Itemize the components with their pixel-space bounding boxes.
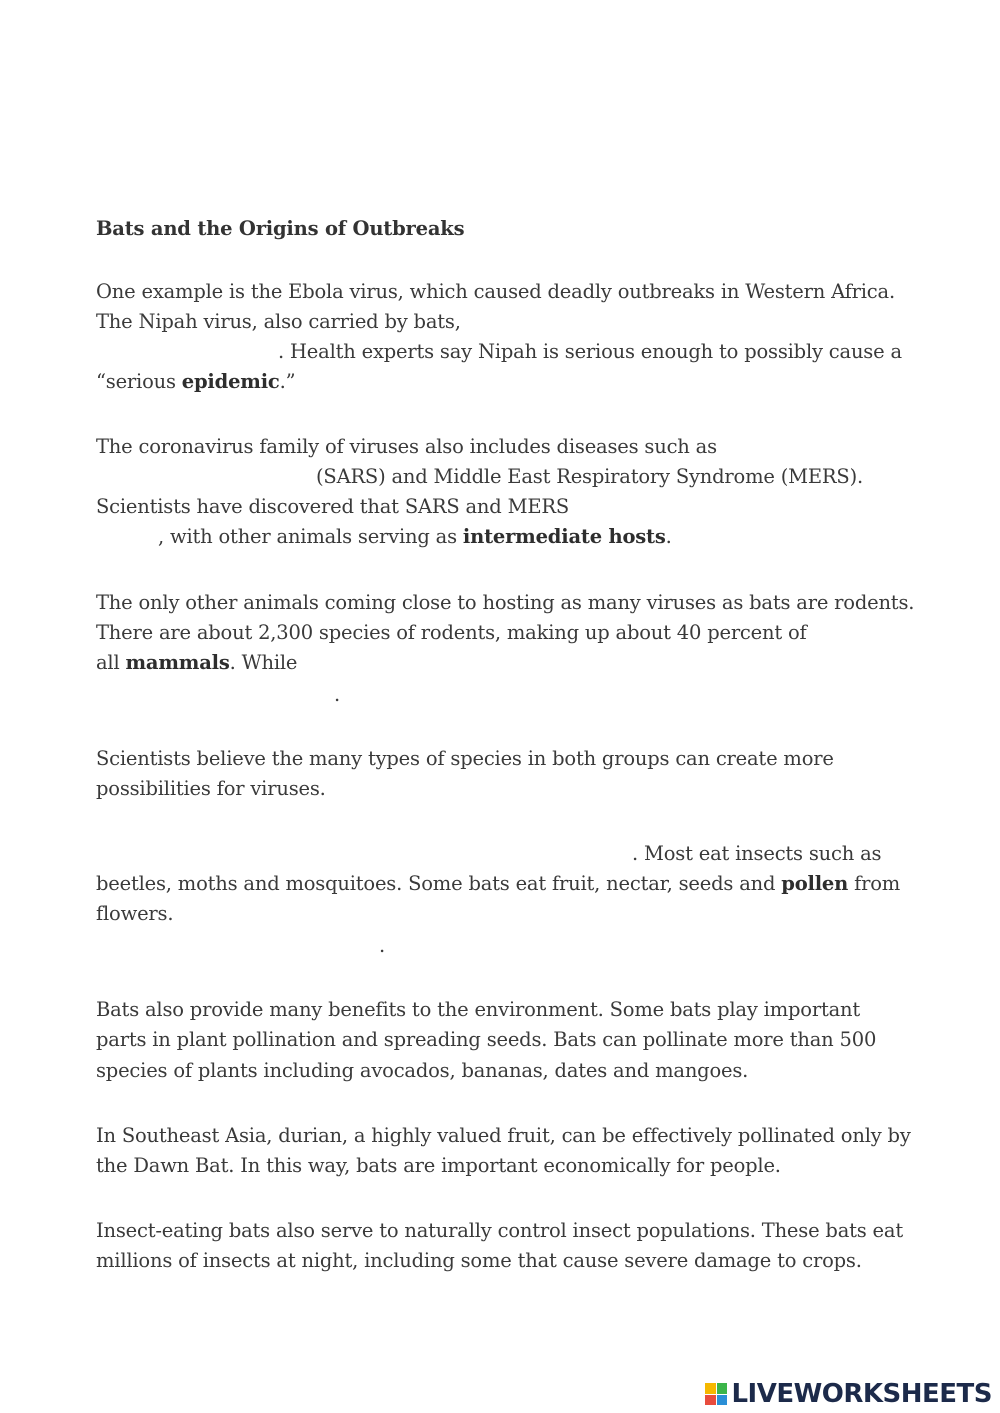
document-title: Bats and the Origins of Outbreaks (96, 217, 465, 240)
logo-square-icon (717, 1395, 728, 1406)
p5-line4 (96, 931, 385, 961)
logo-text: LIVEWORKSHEETS (731, 1379, 992, 1409)
liveworksheets-logo-icon (705, 1383, 727, 1405)
p5-line2-pre: beetles, moths and mosquitoes. Some bats eat fruit, nectar, seeds and (96, 872, 782, 895)
p3-line3 (96, 648, 297, 678)
p4-line1: Scientists believe the many types of species in both groups can create more (96, 747, 834, 770)
p5-line4-text: . (379, 934, 385, 957)
liveworksheets-logo (705, 1381, 992, 1407)
p1-line4-post: .” (279, 370, 296, 393)
p5-line2 (96, 869, 900, 899)
p3-line2: There are about 2,300 species of rodents, making up about 40 percent of (96, 621, 807, 644)
p1-line4 (96, 367, 295, 397)
p4-line2: possibilities for viruses. (96, 777, 326, 800)
p3-line4-text: . (334, 683, 340, 706)
keyword-intermediate-hosts: intermediate hosts (462, 525, 666, 548)
p6-line3: species of plants including avocados, bananas, dates and mangoes. (96, 1059, 749, 1082)
p1-line3 (96, 337, 902, 367)
keyword-epidemic: epidemic (181, 370, 280, 393)
p3-line1: The only other animals coming close to hosting as many viruses as bats are rodents. (96, 591, 915, 614)
p5-line1 (96, 839, 881, 869)
p6-line2: parts in plant pollination and spreading seeds. Bats can pollinate more than 500 (96, 1028, 877, 1051)
p5-line2-post: from (848, 872, 901, 895)
p2-line4-post: . (665, 525, 672, 548)
logo-square-icon (717, 1383, 728, 1394)
p1-line3-text: . Health experts say Nipah is serious enough to possibly cause a (278, 340, 902, 363)
keyword-pollen: pollen (781, 872, 849, 895)
p1-line4-pre: “serious (96, 370, 182, 393)
p3-line4 (96, 680, 340, 710)
p7-line1: In Southeast Asia, durian, a highly valued fruit, can be effectively pollinated only by (96, 1124, 911, 1147)
p2-line2 (96, 462, 863, 492)
p7-line2: the Dawn Bat. In this way, bats are important economically for people. (96, 1154, 781, 1177)
p8-line1: Insect-eating bats also serve to naturally control insect populations. These bats eat (96, 1219, 903, 1242)
keyword-mammals: mammals (125, 651, 230, 674)
logo-square-icon (705, 1383, 716, 1394)
p3-line3-post: . While (229, 651, 298, 674)
p2-line1: The coronavirus family of viruses also includes diseases such as (96, 435, 717, 458)
p8-line2: millions of insects at night, including some that cause severe damage to crops. (96, 1249, 862, 1272)
p2-line4-pre: , with other animals serving as (158, 525, 463, 548)
p6-line1: Bats also provide many benefits to the environment. Some bats play important (96, 998, 861, 1021)
p5-line3: flowers. (96, 902, 174, 925)
p3-line3-pre: all (96, 651, 126, 674)
p2-line3: Scientists have discovered that SARS and MERS (96, 495, 570, 518)
p2-line2-text: (SARS) and Middle East Respiratory Syndrome (MERS). (316, 465, 863, 488)
logo-square-icon (705, 1395, 716, 1406)
p5-line1-text: . Most eat insects such as (632, 842, 882, 865)
p2-line4 (96, 522, 672, 552)
p1-line2: The Nipah virus, also carried by bats, (96, 310, 461, 333)
p1-line1: One example is the Ebola virus, which caused deadly outbreaks in Western Africa. (96, 280, 895, 303)
